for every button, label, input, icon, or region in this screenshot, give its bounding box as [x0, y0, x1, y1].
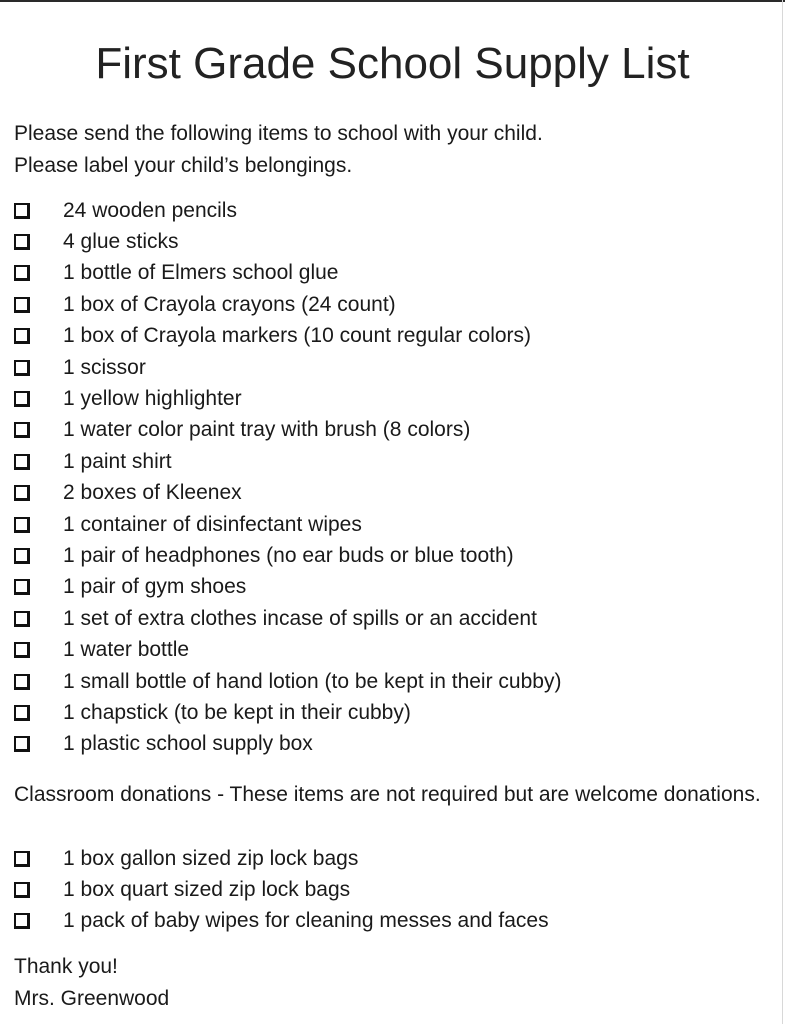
list-item — [14, 729, 561, 760]
list-item — [14, 478, 561, 509]
checkbox-icon[interactable] — [14, 705, 30, 721]
checkbox-icon[interactable] — [14, 297, 30, 313]
list-item — [14, 289, 561, 320]
checkbox-icon[interactable] — [14, 913, 30, 929]
item-label: 1 yellow highlighter — [63, 387, 242, 411]
intro-text — [14, 118, 543, 182]
list-item — [14, 666, 561, 697]
item-label: 1 box of Crayola markers (10 count regular colors) — [63, 324, 532, 348]
list-item — [14, 195, 561, 226]
item-label: 1 set of extra clothes incase of spills or an accident — [63, 606, 537, 630]
closing-signature — [14, 951, 169, 1015]
list-item — [14, 415, 561, 446]
intro-line: Please send the following items to school with your child. — [14, 122, 543, 145]
donation-list — [14, 843, 549, 937]
item-label: 1 scissor — [63, 355, 146, 379]
list-item — [14, 843, 549, 874]
list-item — [14, 906, 549, 937]
checkbox-icon[interactable] — [14, 203, 30, 219]
list-item — [14, 874, 549, 905]
list-item — [14, 383, 561, 414]
list-item — [14, 509, 561, 540]
list-item — [14, 603, 561, 634]
page-title: First Grade School Supply List — [95, 39, 690, 88]
list-item — [14, 572, 561, 603]
intro-line: Please label your child’s belongings. — [14, 154, 353, 177]
checkbox-icon[interactable] — [14, 360, 30, 376]
item-label: 1 small bottle of hand lotion (to be kept in their cubby) — [63, 669, 562, 693]
item-label: 1 water bottle — [63, 638, 190, 662]
checkbox-icon[interactable] — [14, 265, 30, 281]
checkbox-icon[interactable] — [14, 674, 30, 690]
checkbox-icon[interactable] — [14, 517, 30, 533]
item-label: 1 bottle of Elmers school glue — [63, 261, 339, 285]
item-label: 1 container of disinfectant wipes — [63, 512, 362, 536]
checkbox-icon[interactable] — [14, 642, 30, 658]
list-item — [14, 540, 561, 571]
item-label: 1 pair of gym shoes — [63, 575, 247, 599]
checkbox-icon[interactable] — [14, 736, 30, 752]
list-item — [14, 352, 561, 383]
checkbox-icon[interactable] — [14, 548, 30, 564]
list-item — [14, 446, 561, 477]
checkbox-icon[interactable] — [14, 328, 30, 344]
item-label: 1 box of Crayola crayons (24 count) — [63, 292, 396, 316]
thank-you-text: Thank you! — [14, 955, 118, 978]
item-label: 1 pair of headphones (no ear buds or blue tooth) — [63, 543, 514, 567]
teacher-name: Mrs. Greenwood — [14, 987, 170, 1010]
donations-note: Classroom donations - These items are not required but are welcome donations. — [14, 783, 761, 806]
checkbox-icon[interactable] — [14, 579, 30, 595]
list-item — [14, 634, 561, 665]
checkbox-icon[interactable] — [14, 485, 30, 501]
checkbox-icon[interactable] — [14, 851, 30, 867]
checkbox-icon[interactable] — [14, 454, 30, 470]
item-label: 1 plastic school supply box — [63, 732, 313, 756]
checkbox-icon[interactable] — [14, 422, 30, 438]
item-label: 1 box gallon sized zip lock bags — [63, 846, 359, 870]
item-label: 1 paint shirt — [63, 449, 172, 473]
item-label: 4 glue sticks — [63, 230, 179, 254]
list-item — [14, 258, 561, 289]
item-label: 2 boxes of Kleenex — [63, 481, 242, 505]
list-item — [14, 321, 561, 352]
checkbox-icon[interactable] — [14, 234, 30, 250]
item-label: 1 water color paint tray with brush (8 colors) — [63, 418, 471, 442]
item-label: 1 box quart sized zip lock bags — [63, 878, 351, 902]
supply-list — [14, 195, 561, 760]
item-label: 24 wooden pencils — [63, 198, 237, 222]
checkbox-icon[interactable] — [14, 611, 30, 627]
list-item — [14, 226, 561, 257]
list-item — [14, 697, 561, 728]
item-label: 1 chapstick (to be kept in their cubby) — [63, 700, 411, 724]
checkbox-icon[interactable] — [14, 882, 30, 898]
item-label: 1 pack of baby wipes for cleaning messes and faces — [63, 909, 549, 933]
checkbox-icon[interactable] — [14, 391, 30, 407]
